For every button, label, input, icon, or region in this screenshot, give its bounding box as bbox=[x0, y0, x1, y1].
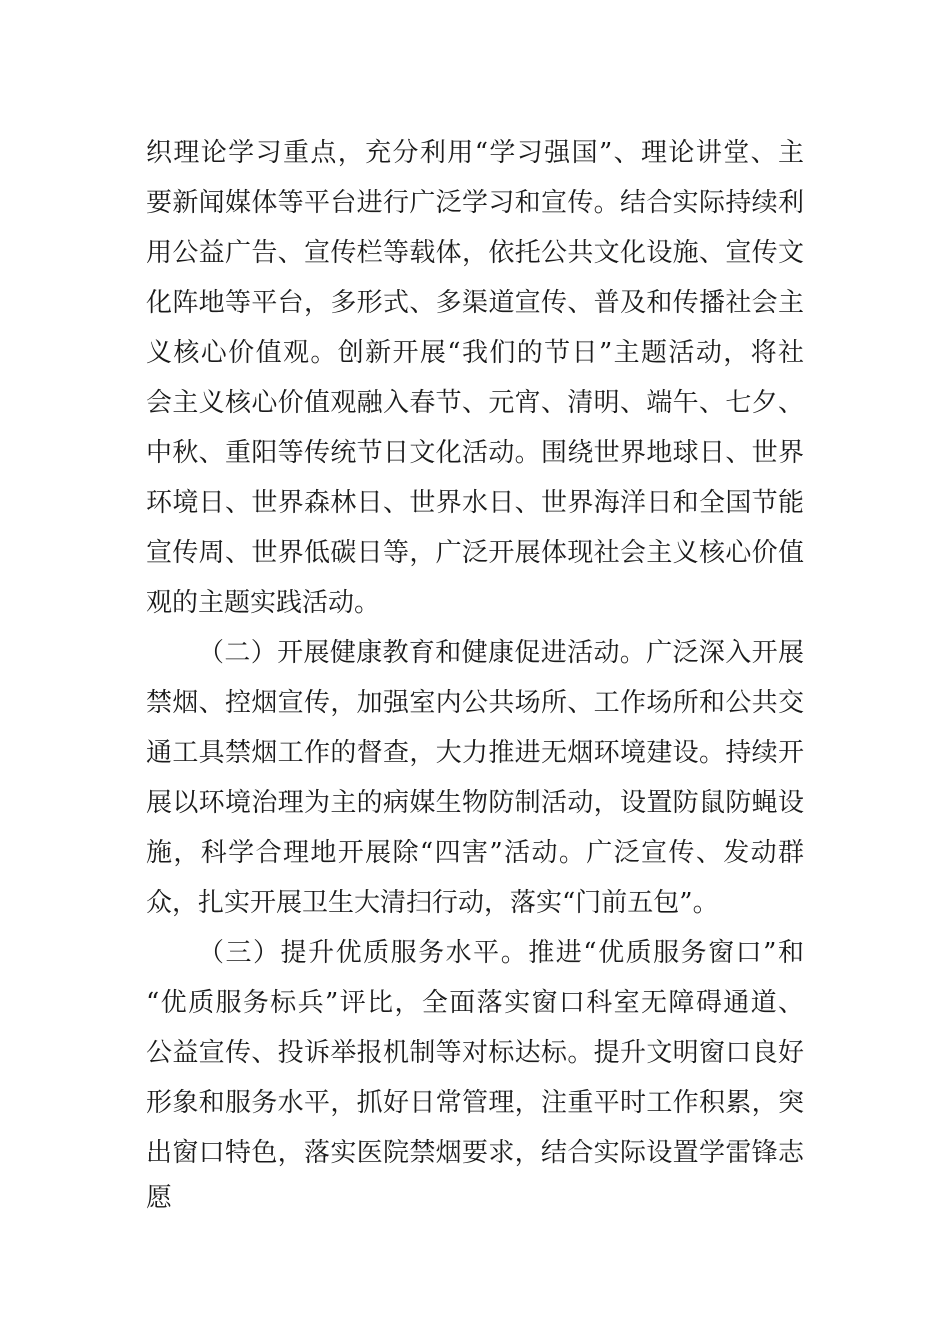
paragraph-1-line-10: 观的主题实践活动。 bbox=[146, 588, 381, 618]
paragraph-1-line-8: 环境日、世界森林日、世界水日、世界海洋日和全国节能 bbox=[146, 488, 804, 518]
paragraph-1-line-1: 织理论学习重点，充分利用“学习强国”、理论讲堂、主 bbox=[146, 138, 804, 168]
paragraph-2-line-4: 展以环境治理为主的病媒生物防制活动，设置防鼠防蝇设 bbox=[146, 788, 804, 818]
paragraph-3-line-6: 愿 bbox=[146, 1183, 173, 1213]
paragraph-2-line-1: （二）开展健康教育和健康促进活动。广泛深入开展 bbox=[198, 638, 804, 668]
paragraph-2-line-2: 禁烟、控烟宣传，加强室内公共场所、工作场所和公共交 bbox=[146, 688, 804, 718]
paragraph-1-line-2: 要新闻媒体等平台进行广泛学习和宣传。结合实际持续利 bbox=[146, 188, 804, 218]
paragraph-3-line-4: 形象和服务水平，抓好日常管理，注重平时工作积累，突 bbox=[146, 1088, 804, 1118]
paragraph-1-line-9: 宣传周、世界低碳日等，广泛开展体现社会主义核心价值 bbox=[146, 538, 804, 568]
paragraph-2-line-6: 众，扎实开展卫生大清扫行动，落实“门前五包”。 bbox=[146, 888, 719, 918]
paragraph-3-line-2: “优质服务标兵”评比，全面落实窗口科室无障碍通道、 bbox=[146, 988, 804, 1018]
paragraph-1-line-5: 义核心价值观。创新开展“我们的节日”主题活动，将社 bbox=[146, 338, 804, 368]
paragraph-2-line-3: 通工具禁烟工作的督查，大力推进无烟环境建设。持续开 bbox=[146, 738, 804, 768]
paragraph-1-line-3: 用公益广告、宣传栏等载体，依托公共文化设施、宣传文 bbox=[146, 238, 804, 268]
paragraph-1-line-7: 中秋、重阳等传统节日文化活动。围绕世界地球日、世界 bbox=[146, 438, 804, 468]
paragraph-2-line-5: 施，科学合理地开展除“四害”活动。广泛宣传、发动群 bbox=[146, 838, 804, 868]
paragraph-1-line-6: 会主义核心价值观融入春节、元宵、清明、端午、七夕、 bbox=[146, 388, 804, 418]
paragraph-1-line-4: 化阵地等平台，多形式、多渠道宣传、普及和传播社会主 bbox=[146, 288, 804, 318]
paragraph-3-line-5: 出窗口特色，落实医院禁烟要求，结合实际设置学雷锋志 bbox=[146, 1138, 804, 1168]
paragraph-3-line-1: （三）提升优质服务水平。推进“优质服务窗口”和 bbox=[198, 938, 804, 968]
paragraph-3-line-3: 公益宣传、投诉举报机制等对标达标。提升文明窗口良好 bbox=[146, 1038, 804, 1068]
